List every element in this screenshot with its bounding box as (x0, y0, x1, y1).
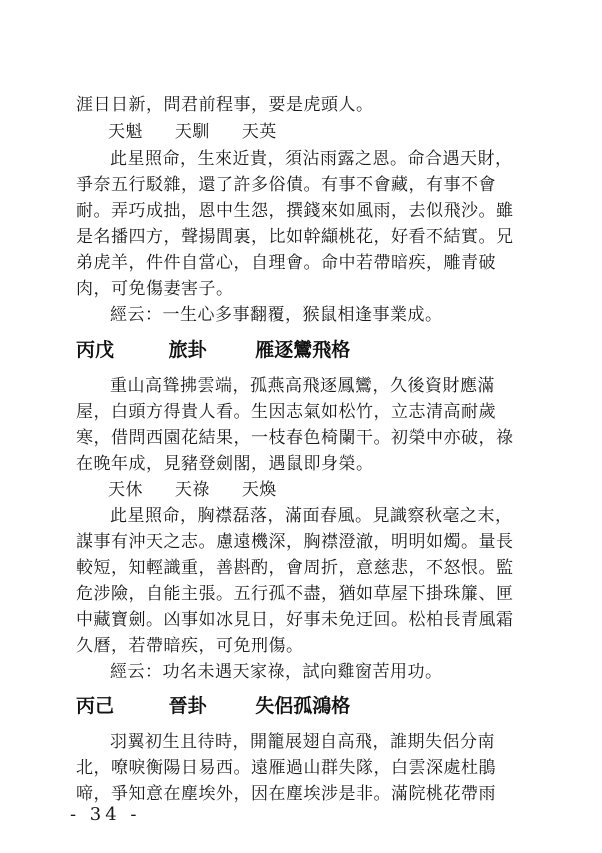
section-heading (76, 694, 350, 718)
text-line: 危涉險，自能主張。五行孤不盡，猶如草屋下掛珠簾、匣 (76, 584, 514, 604)
poem-line: 屋，白頭方得貴人看。生因志氣如松竹，立志清高耐歲 (76, 402, 496, 422)
text-line: 耐。弄巧成拙，恩中生怨，撰錢來如風雨，去似飛沙。雖 (76, 201, 514, 221)
poem-line: 寒，借問西園花結果，一枝春色椅闌干。初榮中亦破，祿 (76, 428, 514, 448)
star-name: 天魁 (108, 122, 143, 142)
star-list (108, 479, 303, 501)
jing-quote: 經云：一生心多事翻覆，猴鼠相逢事業成。 (110, 305, 443, 325)
poem-line: 啼，爭知意在塵埃外，因在塵埃涉是非。滿院桃花帶雨 (76, 784, 496, 804)
poem-line: 北，嘹唳衡陽日易西。遠雁過山群失隊，白雲深處杜鵑 (76, 758, 496, 778)
heading-stem: 丙戊 (76, 339, 115, 361)
text-line: 中藏寶劍。凶事如冰見日，好事未免迂回。松柏長青風霜 (76, 610, 514, 630)
text-line: 弟虎羊，件件自當心，自理會。命中若帶暗疾，雕青破 (76, 253, 496, 273)
text-line: 是名播四方，聲揚閭裏，比如幹纈桃花，好看不結實。兄 (76, 227, 514, 247)
heading-stem: 丙己 (76, 695, 115, 717)
star-list (108, 121, 303, 143)
page-number: - 34 - (70, 804, 141, 825)
poem-line: 重山高聳拂雲端，孤燕高飛逐鳳鸞，久後資財應滿 (110, 376, 495, 396)
star-name: 天祿 (174, 480, 210, 500)
text-line: 肉，可免傷妻害子。 (76, 279, 234, 299)
jing-quote: 經云：功名未遇天家祿，試向雞窗苦用功。 (110, 662, 443, 682)
heading-title: 失侶孤鴻格 (255, 695, 351, 717)
star-name: 天英 (241, 122, 277, 142)
heading-gua: 旅卦 (168, 339, 207, 361)
text-line: 涯日日新，問君前程事，要是虎頭人。 (76, 95, 374, 115)
text-line: 爭奈五行駁雜，還了許多俗債。有事不會藏，有事不會 (76, 175, 496, 195)
heading-title: 雁逐鸞飛格 (255, 339, 351, 361)
text-line: 謀事有沖天之志。慮遠機深，胸襟澄澈，明明如燭。量長 (76, 532, 514, 552)
star-name: 天煥 (241, 480, 277, 500)
text-line: 久曆，若帶暗疾，可免刑傷。 (76, 636, 304, 656)
poem-line: 羽翼初生且待時，開籠展翅自高飛，誰期失侶分南 (110, 732, 495, 752)
text-line: 此星照命，胸襟磊落，滿面春風。見識察秋毫之末， (110, 506, 513, 526)
star-name: 天馴 (174, 122, 210, 142)
text-line: 較短，知輕識重，善斟酌，會周折，意慈悲，不怒恨。監 (76, 558, 514, 578)
section-heading (76, 338, 350, 362)
text-line: 此星照命，生來近貴，須沾雨露之恩。命合遇天財， (110, 149, 513, 169)
heading-gua: 晉卦 (168, 695, 207, 717)
poem-line: 在晚年成，見豬登劍閣，遇鼠即身榮。 (76, 454, 374, 474)
star-name: 天休 (108, 480, 143, 500)
